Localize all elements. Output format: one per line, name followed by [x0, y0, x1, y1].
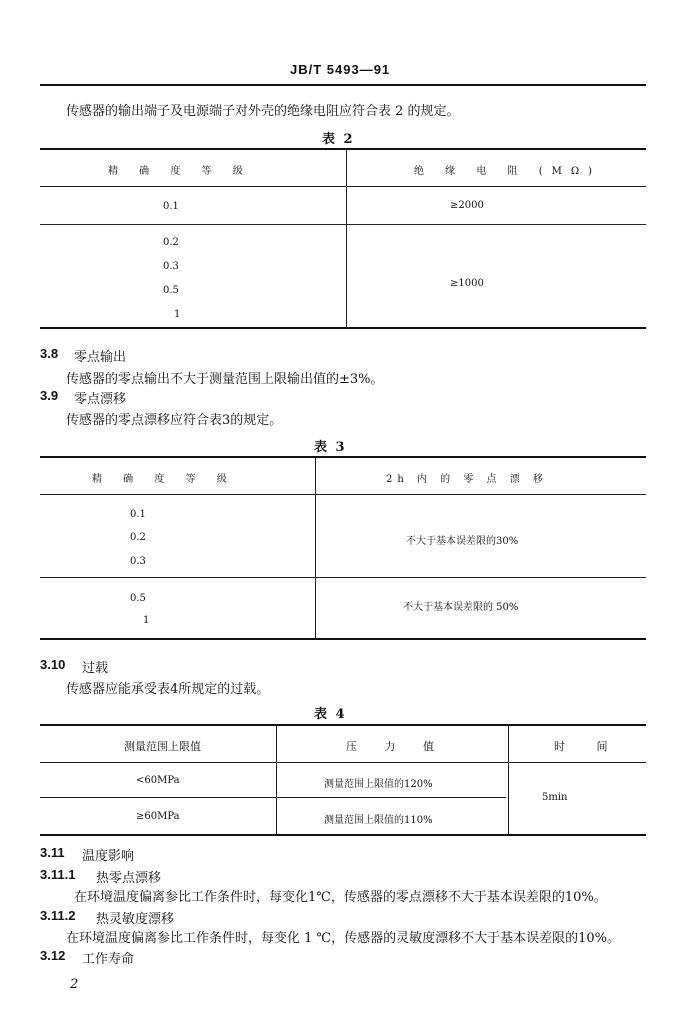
table3-grade: 1 [143, 615, 150, 626]
table2-header-resistance: 绝 缘 电 阻 (MΩ) [414, 166, 602, 177]
section-title: 热零点漂移 [96, 871, 162, 886]
section-text: 传感器的零点漂移应符合表3的规定。 [66, 413, 283, 428]
table3-header-grade: 精 确 度 等 级 [92, 474, 236, 485]
table4-range: <60MPa [136, 775, 180, 786]
table2-header-grade: 精 确 度 等 级 [108, 166, 252, 177]
section-number: 3.11.1 [40, 867, 76, 882]
section-number: 3.12 [40, 948, 66, 963]
table4-caption: 表 4 [314, 707, 347, 722]
table3-grade: 0.3 [130, 556, 146, 567]
section-text: 传感器的零点输出不大于测量范围上限输出值的±3%。 [66, 372, 384, 387]
section-text: 传感器应能承受表4所规定的过载。 [66, 682, 270, 697]
section-text: 在环境温度偏离参比工作条件时，每变化1℃，传感器的零点漂移不大于基本误差限的10%。 [74, 890, 607, 905]
table4-range: ≥60MPa [136, 811, 180, 822]
section-title: 零点漂移 [74, 392, 127, 407]
table2-value: ≥2000 [450, 200, 484, 211]
section-title: 工作寿命 [82, 952, 135, 967]
table4-header-pressure: 压 力 值 [346, 740, 446, 753]
table4-time: 5min [542, 792, 568, 803]
section-number: 3.8 [40, 346, 59, 361]
table4-header-time: 时 间 [554, 740, 622, 753]
table3-value: 不大于基本误差限的 50% [403, 602, 519, 613]
table2-grade: 1 [174, 309, 181, 320]
table2-grade: 0.3 [163, 261, 179, 272]
table4-pressure: 测量范围上限值的110% [324, 815, 433, 826]
table4-pressure: 测量范围上限值的120% [324, 779, 433, 790]
table3-grade: 0.5 [130, 593, 146, 604]
page-number: 2 [70, 977, 79, 992]
table3-grade: 0.2 [130, 532, 146, 543]
section-title: 温度影响 [82, 849, 135, 864]
table3-value: 不大于基本误差限的30% [406, 536, 519, 547]
section-text: 在环境温度偏离参比工作条件时，每变化 1 ℃，传感器的灵敏度漂移不大于基本误差限的10%。 [66, 931, 620, 946]
table3-grade: 0.1 [130, 509, 146, 520]
section-number: 3.11 [40, 845, 65, 860]
section-title: 热灵敏度漂移 [96, 912, 175, 927]
table2-caption: 表 2 [322, 132, 355, 147]
section-number: 3.10 [40, 657, 66, 672]
header-rule [40, 84, 646, 86]
table3-caption: 表 3 [314, 440, 347, 455]
table2-grade: 0.2 [163, 237, 179, 248]
table2-grade: 0.1 [163, 201, 179, 212]
section-title: 零点输出 [74, 350, 127, 365]
section-number: 3.9 [40, 388, 59, 403]
table3-header-drift: 2h 内 的 零 点 漂 移 [386, 474, 548, 485]
standard-number: JB/T 5493—91 [290, 62, 391, 77]
intro-paragraph: 传感器的输出端子及电源端子对外壳的绝缘电阻应符合表 2 的规定。 [66, 104, 460, 119]
table2-value: ≥1000 [450, 278, 484, 289]
section-number: 3.11.2 [40, 908, 76, 923]
section-title: 过载 [82, 661, 109, 676]
table4-header-range: 测量范围上限值 [124, 740, 201, 753]
table2-grade: 0.5 [163, 285, 179, 296]
